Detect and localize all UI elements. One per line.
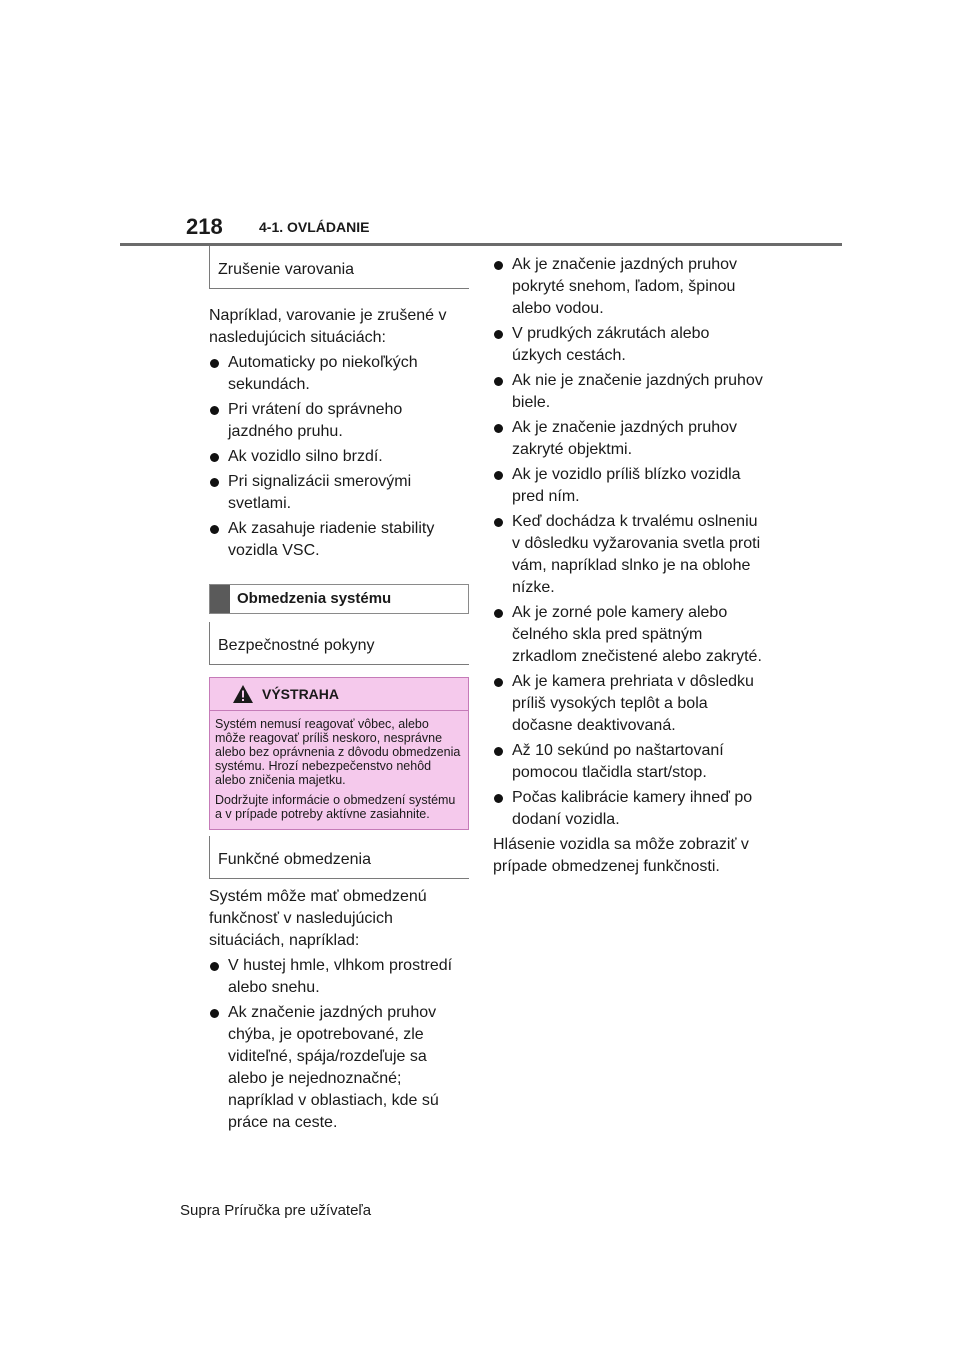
right-column — [493, 254, 763, 878]
list-item: Ak nie je značenie jazdných pruhov biele. — [493, 370, 763, 414]
limits-intro: Systém môže mať obmedzenú funkčnosť v nasledujúcich situáciách, napríklad: — [209, 888, 427, 949]
bullet-icon — [494, 261, 503, 270]
list-item: Ak je vozidlo príliš blízko vozidla pred ním. — [493, 464, 763, 508]
heading-functional-limits: Funkčné obmedzenia — [209, 836, 469, 879]
cancel-intro: Napríklad, varovanie je zrušené v nasledujúcich situáciách: — [209, 307, 447, 346]
list-item: Pri signalizácii smerovými svetlami. — [209, 471, 469, 515]
list-item: Až 10 sekúnd po naštartovaní pomocou tlačidla start/stop. — [493, 740, 763, 784]
heading-cancel-warning: Zrušenie varovania — [209, 246, 469, 289]
warning-text: Dodržujte informácie o obmedzení systému a v prípade potreby aktívne zasiahnite. — [215, 793, 456, 821]
list-item: Ak vozidlo silno brzdí. — [209, 446, 469, 468]
bullet-icon — [494, 518, 503, 527]
list-item: Ak je kamera prehriata v dôsledku príliš vysokých teplôt a bola dočasne deaktivovaná. — [493, 671, 763, 737]
bullet-icon — [494, 377, 503, 386]
bullet-icon — [210, 359, 219, 368]
list-item: Počas kalibrácie kamery ihneď po dodaní vozidla. — [493, 787, 763, 831]
bullet-icon — [494, 678, 503, 687]
list-item: Automaticky po niekoľkých sekundách. — [209, 352, 469, 396]
bullet-icon — [210, 1009, 219, 1018]
list-item: Ak je značenie jazdných pruhov zakryté objektmi. — [493, 417, 763, 461]
list-item: V prudkých zákrutách alebo úzkych cestách. — [493, 323, 763, 367]
list-item: Ak zasahuje riadenie stability vozidla VSC. — [209, 518, 469, 562]
bullet-icon — [494, 471, 503, 480]
warning-box — [209, 677, 469, 830]
section-title: Obmedzenia systému — [237, 590, 392, 607]
bullet-icon — [210, 962, 219, 971]
closing-note: Hlásenie vozidla sa môže zobraziť v prípade obmedzenej funkčnosti. — [493, 836, 749, 875]
limits-list — [209, 955, 469, 1134]
list-item: Ak je zorné pole kamery alebo čelného skla pred spätným zrkadlom znečistené alebo zakryté. — [493, 602, 763, 668]
cancel-list — [209, 352, 469, 562]
footer-title: Supra Príručka pre užívateľa — [180, 1202, 372, 1219]
bullet-icon — [210, 406, 219, 415]
bullet-icon — [210, 453, 219, 462]
list-item: Ak značenie jazdných pruhov chýba, je opotrebované, zle viditeľné, spája/rozdeľuje sa alebo je nejednoznačné; napríklad v oblastiach, kde sú práce na ceste. — [209, 1002, 469, 1134]
warning-text: Systém nemusí reagovať vôbec, alebo môže reagovať príliš neskoro, nesprávne alebo bez oprávnenia z dôvodu obmedzenia systému. Hrozí nebezpečenstvo nehôd alebo zničenia majetku. — [215, 717, 461, 787]
bullet-icon — [494, 609, 503, 618]
list-item: Ak je značenie jazdných pruhov pokryté snehom, ľadom, špinou alebo vodou. — [493, 254, 763, 320]
page-number: 218 — [186, 214, 223, 239]
heading-safety: Bezpečnostné pokyny — [209, 622, 469, 665]
list-item: Pri vrátení do správneho jazdného pruhu. — [209, 399, 469, 443]
chapter-title: 4-1. OVLÁDANIE — [259, 219, 370, 235]
bullet-icon — [494, 424, 503, 433]
warning-divider — [210, 710, 468, 711]
limits-list-continued — [493, 254, 763, 831]
bullet-icon — [210, 478, 219, 487]
bullet-icon — [494, 794, 503, 803]
bullet-icon — [210, 525, 219, 534]
warning-header — [215, 678, 462, 710]
warning-title: VÝSTRAHA — [262, 686, 340, 702]
list-item: V hustej hmle, vlhkom prostredí alebo snehu. — [209, 955, 469, 999]
warning-triangle-icon — [232, 684, 254, 704]
left-column — [209, 246, 469, 1134]
section-system-limits — [209, 584, 469, 614]
bullet-icon — [494, 330, 503, 339]
bullet-icon — [494, 747, 503, 756]
section-bar — [210, 585, 230, 613]
list-item: Keď dochádza k trvalému oslneniu v dôsledku vyžarovania svetla proti vám, napríklad slnko je na oblohe nízke. — [493, 511, 763, 599]
